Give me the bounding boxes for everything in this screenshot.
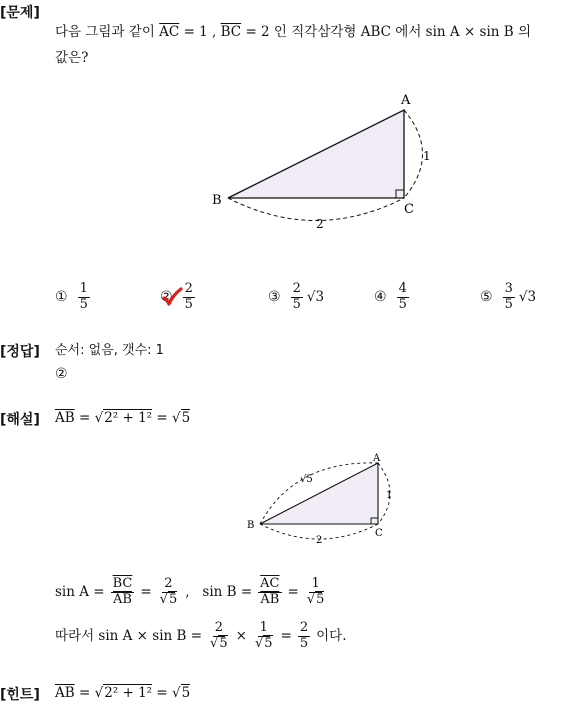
segment-ac: $\overline{AC}$ [159,24,180,40]
explanation-section-label: [해설] [0,412,40,428]
equals-sign: = [78,685,91,701]
choice-3-suffix: √3 [306,289,325,306]
choice-4-fraction: $\frac{4}{5}$ [398,281,407,312]
result-radical: √5 [172,410,191,426]
segment-ab: $\overline{AB}$ [55,410,75,426]
equals-sign: = [78,410,91,426]
answer-meta: 순서: 없음, 갯수: 1 [55,343,164,358]
question-line2: 값은? [55,50,89,66]
side-bc-label: 2 [316,217,324,231]
triangle-shape [260,463,378,524]
question-text [55,22,531,42]
therefore-prefix: 따라서 sin A × sin B = [55,628,203,644]
side-ac-label: 1 [386,490,393,501]
hint-formula [55,683,190,703]
product-term-2: $\frac{1}{√5}$ [254,619,273,651]
explanation-triangle-figure [240,450,400,550]
equals-sign: = [287,584,299,600]
vertex-a-label: A [373,453,381,464]
equals-sign: = [156,685,168,701]
times-sign: × [235,628,247,644]
explanation-formula [55,408,190,428]
problem-section-label: [문제] [0,5,40,21]
question-eq1: = 1 , [183,24,217,40]
side-bc-label: 2 [316,535,323,546]
vertex-b-label: B [212,193,222,208]
equals-sign: = [280,628,292,644]
vertex-c-label: C [375,528,383,539]
problem-triangle-figure [205,88,445,238]
choice-5-number: ⑤ [480,289,493,306]
check-mark-icon [161,287,183,307]
result-radical: √5 [172,685,191,701]
sin-a-value: $\frac{2}{√5}$ [159,575,178,607]
product-term-1: $\frac{2}{√5}$ [210,619,228,651]
sin-values-line [55,570,328,614]
sin-b-label: , sin B = [185,584,253,600]
choice-4[interactable] [374,282,411,313]
vertex-b-label: B [247,520,255,531]
choice-3[interactable] [268,282,324,313]
therefore-line [55,614,346,658]
choice-1-number: ① [55,289,68,306]
triangle-shape [228,110,404,198]
side-ab-label: √5 [300,474,313,485]
answer-value: ② [55,366,68,382]
product-result: $\frac{2}{5}$ [299,619,309,651]
choice-3-fraction: $\frac{2}{5}$ [292,281,301,312]
choice-2[interactable] [160,282,197,313]
sin-b-value: $\frac{1}{√5}$ [306,575,325,607]
radical: √2² + 1² [94,410,153,426]
choice-1-fraction: $\frac{1}{5}$ [79,281,88,312]
hint-section-label: [힌트] [0,687,40,703]
choice-5-suffix: √3 [518,289,537,306]
choice-3-number: ③ [268,289,281,306]
choice-5-fraction: $\frac{3}{5}$ [504,281,513,312]
equals-sign: = [140,584,152,600]
vertex-a-label: A [401,93,411,108]
equals-sign: = [156,410,168,426]
choice-1[interactable] [55,282,92,313]
radical: √2² + 1² [94,685,153,701]
choice-2-fraction: $\frac{2}{5}$ [184,281,193,312]
sin-a-label: sin A = [55,584,105,600]
therefore-suffix: 이다. [316,628,347,644]
segment-ab: $\overline{AB}$ [55,685,75,701]
segment-bc: $\overline{BC}$ [220,24,242,40]
side-ac-arc [404,110,423,198]
sin-a-fraction: $\frac{\overline{BC}}{AB}$ [112,575,133,607]
side-ac-label: 1 [423,149,431,163]
choice-2-number: ② [160,289,173,305]
vertex-c-label: C [404,202,414,217]
choice-4-number: ④ [374,289,387,306]
question-eq2: = 2 인 직각삼각형 ABC 에서 sin A × sin B 의 [245,24,532,40]
answer-section-label: [정답] [0,344,40,360]
choice-5[interactable] [480,282,536,313]
question-prefix: 다음 그림과 같이 [55,24,155,40]
sin-b-fraction: $\frac{\overline{AC}}{AB}$ [260,575,280,607]
